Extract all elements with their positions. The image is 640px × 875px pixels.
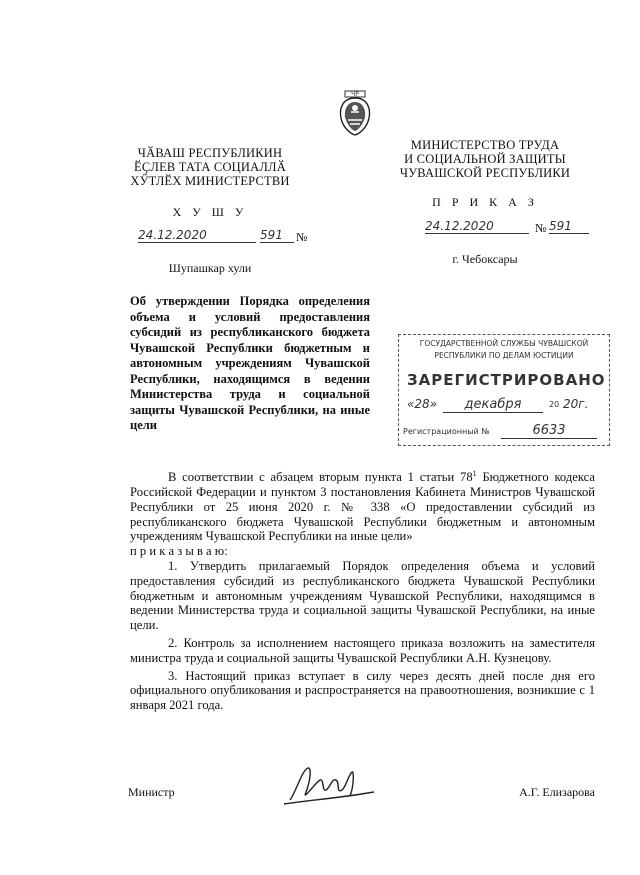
signature-position: Министр (128, 785, 175, 799)
left-place: Шупашкар хули (168, 261, 252, 275)
handwritten-signature (280, 762, 380, 810)
left-no-sign: № (296, 230, 308, 244)
stamp-month: декабря (443, 397, 543, 413)
left-number: 591 (260, 228, 294, 243)
stamp-line: РЕСПУБЛИКИ ПО ДЕЛАМ ЮСТИЦИИ (434, 351, 574, 360)
stamp-registered: ЗАРЕГИСТРИРОВАНО (407, 371, 606, 389)
right-date-row (425, 219, 595, 237)
intro-text-post: Бюджетного кодекса Российской Федерации и пунктом 3 постановления Кабинета Министров Чувашской Республики от 25 июня 2020 г. № 338 «О предоставлении субсидий из республиканского бюджета Чувашской Республики бюджетным и автономным учреждениям Чувашской Республики на иные цели» (130, 470, 595, 544)
right-header-line: И СОЦИАЛЬНОЙ ЗАЩИТЫ (404, 152, 566, 166)
stamp-line: ГОСУДАРСТВЕННОЙ СЛУЖБЫ ЧУВАШСКОЙ (419, 339, 589, 348)
stamp-year-suffix: 20г. (563, 397, 589, 411)
left-header-line: ХӲТЛӖХ МИНИСТЕРСТВИ (130, 174, 290, 188)
paragraph-3: 3. Настоящий приказ вступает в силу через десять дней после дня его официального опубликования и распространяется на правоотношения, возникшие с 1 января 2021 года. (130, 668, 595, 713)
left-doc-word: Х У Ш У (172, 205, 248, 219)
left-header-org (110, 146, 310, 188)
order-word: п р и к а з ы в а ю: (130, 544, 228, 559)
intro-paragraph (130, 467, 595, 544)
signature-icon (280, 762, 380, 810)
emblem-caption: ЧР (351, 91, 359, 98)
right-header-org (380, 138, 590, 180)
right-no-sign: № (535, 221, 547, 235)
right-date: 24.12.2020 (425, 219, 529, 234)
right-number: 591 (549, 219, 589, 234)
signature-name: А.Г. Елизарова (519, 785, 595, 799)
left-header-line: ӖҪЛЕВ ТАТА СОЦИАЛЛӐ (134, 160, 286, 174)
right-header-line: МИНИСТЕРСТВО ТРУДА (410, 138, 560, 152)
right-place: г. Чебоксары (452, 252, 518, 266)
intro-superscript: 1 (472, 469, 477, 478)
document-body (130, 467, 595, 713)
stamp-date-row (407, 397, 603, 413)
left-date: 24.12.2020 (138, 228, 256, 243)
right-doc-word: П Р И К А З (432, 195, 538, 209)
paragraph-1: 1. Утвердить прилагаемый Порядок определения объема и условий предоставления субсидий из республиканского бюджета Чувашской Республики бюджетным и автономным учреждениям Чувашской Республики, находящимся в ведении Министерства труда и социальной защиты Чувашской Республики, на иные цели. (130, 558, 595, 633)
left-date-row (138, 228, 318, 246)
coat-of-arms-emblem (337, 90, 373, 136)
stamp-day: «28» (407, 397, 438, 411)
registration-stamp (398, 334, 610, 446)
stamp-reg-row (403, 423, 605, 439)
left-header-line: ЧӐВАШ РЕСПУБЛИКИН (137, 146, 283, 160)
right-header-line: ЧУВАШСКОЙ РЕСПУБЛИКИ (399, 166, 571, 180)
paragraph-2: 2. Контроль за исполнением настоящего приказа возложить на заместителя министра труда и социальной защиты Чувашской Республики А.Н. Кузнецову. (130, 635, 595, 665)
document-title: Об утверждении Порядка определения объема и условий предоставления субсидий из республиканского бюджета Чувашской Республики бюджетным и автономным учреждениям Чувашской Республики, находящимся в ведении Министерства труда и социальной защиты Чувашской Республики, на иные цели (130, 294, 370, 432)
intro-text-pre: В соответствии с абзацем вторым пункта 1 статьи 78 (168, 470, 473, 485)
stamp-year-prefix: 20 (549, 400, 560, 409)
stamp-reg-number: 6633 (501, 423, 597, 439)
stamp-reg-label: Регистрационный № (403, 427, 490, 436)
